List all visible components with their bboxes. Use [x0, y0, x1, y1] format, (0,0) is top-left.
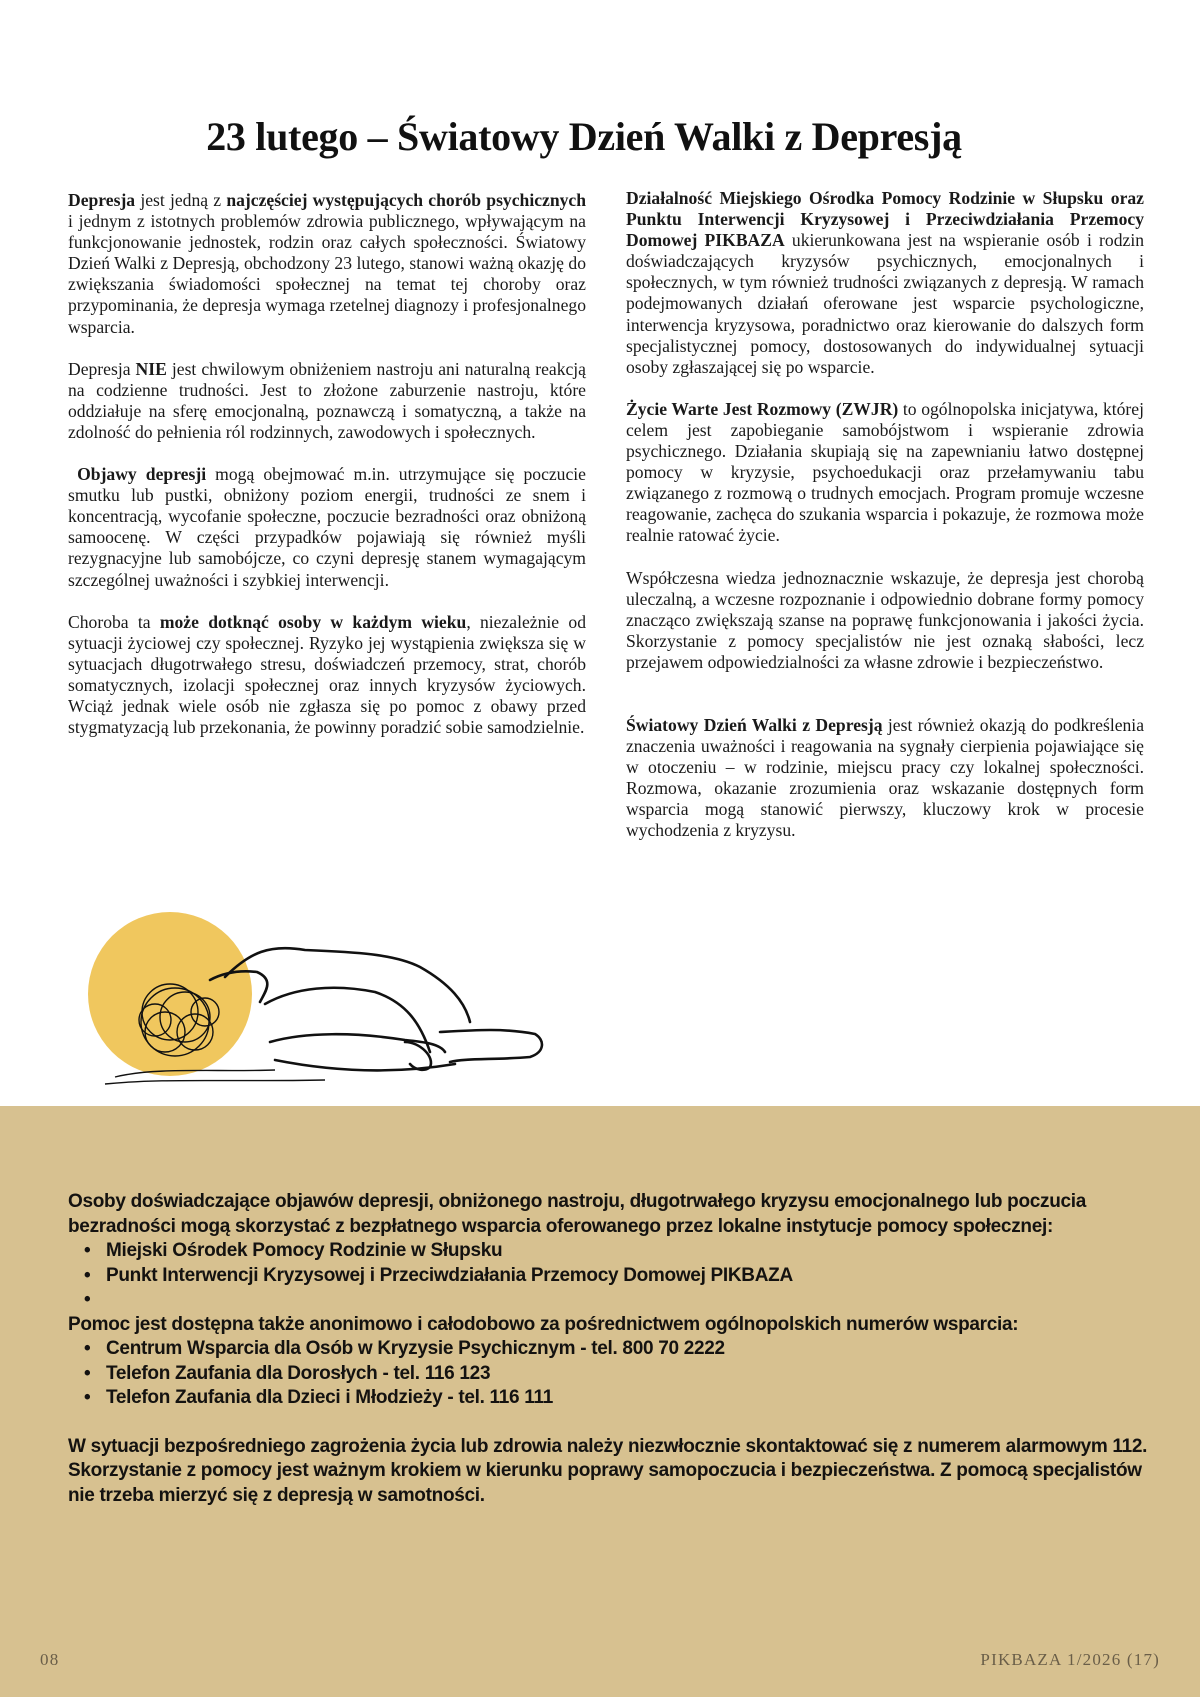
bold-text: może dotknąć osoby w każdym wieku — [159, 611, 467, 632]
paragraph-knowledge — [626, 568, 1144, 673]
text: Współczesna wiedza jednoznacznie wskazuje, że depresja jest chorobą uleczalną, a wczesne rozpoznanie i odpowiednio dobrane formy pomocy znacząco zwiększają szanse na poprawę funkcjonowania i jakości życia. Skorzystanie z pomocy specjalistów nie jest oznaką słabości, lecz przejawem odpowiedzialności za własne zdrowie i bezpieczeństwo. — [626, 567, 1144, 672]
issue-label: PIKBAZA 1/2026 (17) — [980, 1650, 1160, 1669]
paragraph-awareness — [626, 715, 1144, 842]
right-column — [626, 188, 1144, 863]
paragraph-definition — [68, 359, 586, 443]
paragraph-mopr — [626, 188, 1144, 378]
page-number: 08 — [40, 1650, 60, 1669]
paragraph-zwjr — [626, 399, 1144, 547]
list-item: • Miejski Ośrodek Pomocy Rodzinie w Słupsku — [106, 1239, 1148, 1264]
list-item: • Telefon Zaufania dla Dorosłych - tel. 116 123 — [106, 1362, 1148, 1387]
hotlines-list — [68, 1337, 1148, 1411]
left-column — [68, 190, 586, 759]
text: i jednym z istotnych problemów zdrowia publicznego, wpływającym na funkcjonowanie jednostek, rodzin oraz całych społeczności. Światowy Dzień Walki z Depresją, obchodzony 23 lutego, stanowi ważną okazję do zwiększania świadomości społecznej na temat tej choroby oraz przypominania, że depresja wymaga rzetelnej diagnozy i profesjonalnego wsparcia. — [68, 211, 586, 337]
list-item: • Punkt Interwencji Kryzysowej i Przeciwdziałania Przemocy Domowej PIKBAZA — [106, 1264, 1148, 1289]
paragraph-risk — [68, 612, 586, 739]
text: Depresja — [68, 358, 136, 379]
closing-note: Skorzystanie z pomocy jest ważnym krokiem w kierunku poprawy samopoczucia i bezpieczeństwa. Z pomocą specjalistów nie trzeba mierzyć się z depresją w samotności. — [68, 1460, 1142, 1506]
bold-text: Światowy Dzień Walki z Depresją — [626, 714, 883, 735]
bold-text: najczęściej występujących chorób psychicznych — [226, 190, 587, 210]
text: mogą obejmować m.in. utrzymujące się poczucie smutku lub pustki, obniżony poziom energii, trudności ze snem i koncentracją, wycofanie społeczne, poczucie bezradności oraz obniżoną samoocenę. W części przypadków pojawiają się również myśli rezygnacyjne lub samobójcze, co czyni depresję stanem wymagającym szczególnej uważności i szybkiej interwencji. — [68, 464, 586, 590]
list-item: • Centrum Wsparcia dla Osób w Kryzysie Psychicznym - tel. 800 70 2222 — [106, 1337, 1148, 1362]
emergency-note: W sytuacji bezpośredniego zagrożenia życia lub zdrowia należy niezwłocznie skontaktować się z numerem alarmowym 112. — [68, 1435, 1148, 1457]
figure-outline — [210, 948, 542, 1070]
paragraph-intro — [68, 190, 586, 338]
list-item: • Telefon Zaufania dla Dzieci i Młodzieży - tel. 116 111 — [106, 1386, 1148, 1411]
bold-text: NIE — [135, 358, 167, 379]
text: jest również okazją do podkreślenia znaczenia uważności i reagowania na sygnały cierpienia pojawiające się w otoczeniu – w rodzinie, miejscu pracy czy lokalnej społeczności. Rozmowa, okazanie zrozumienia oraz wskazanie dostępnych form wsparcia mogą stanowić pierwszy, kluczowy krok w procesie wychodzenia z kryzysu. — [626, 714, 1145, 841]
text: ukierunkowana jest na wspieranie osób i rodzin doświadczających kryzysów psychicznych, emocjonalnych i społecznych, w tym również trudności związanych z depresją. W ramach podejmowanych działań oferowane jest wsparcie psychologiczne, interwencja kryzysowa, poradnictwo oraz kierowanie do dalszych form specjalistycznej pomocy, dostosowanych do indywidualnej sytuacji osoby zgłaszającej się po wsparcie. — [626, 230, 1144, 377]
text: to ogólnopolska inicjatywa, której celem jest zapobieganie samobójstwom i wspieranie zdrowia psychicznego. Działania skupiają się na zapewnianiu łatwo dostępnej pomocy w kryzysie, psychoedukacji oraz przełamywaniu tabu związanego z rozmową o trudnych emocjach. Program promuje wczesne reagowanie, zachęca do szukania wsparcia i pokazuje, że rozmowa może realnie ratować życie. — [626, 398, 1144, 546]
bold-text: Objawy depresji — [77, 464, 207, 485]
text: jest chwilowym obniżeniem nastroju ani naturalną reakcją na codzienne trudności. Jest to złożone zaburzenie nastroju, które oddziałuje na sferę emocjonalną, poznawczą i somatyczną, a także na zdolność do pełnienia ról rodzinnych, zawodowych i społecznych. — [68, 358, 586, 442]
list-item — [106, 1288, 1148, 1313]
local-institutions-list — [68, 1239, 1148, 1313]
bold-text: Działalność Miejskiego Ośrodka Pomocy Rodzinie w Słupsku oraz Punktu Interwencji Kryzysowej i Przeciwdziałania Przemocy Domowej PIKBAZA — [626, 188, 1144, 251]
national-intro: Pomoc jest dostępna także anonimowo i całodobowo za pośrednictwem ogólnopolskich numerów wsparcia: — [68, 1313, 1019, 1335]
text: , niezależnie od sytuacji życiowej czy społecznej. Ryzyko jej wystąpienia zwiększa się w sytuacjach długotrwałego stresu, doświadczeń przemocy, strat, chorób somatycznych, izolacji społecznej oraz innych kryzysów życiowych. Wciąż jednak wiele osób nie zgłasza się po pomoc z obawy przed stygmatyzacją lub przekonania, że powinny poradzić sobie samodzielnie. — [68, 611, 586, 738]
help-intro: Osoby doświadczające objawów depresji, obniżonego nastroju, długotrwałego kryzysu emocjonalnego lub poczucia bezradności mogą skorzystać z bezpłatnego wsparcia oferowanego przez lokalne instytucje pomocy społecznej: — [68, 1191, 1087, 1237]
text: Choroba ta — [68, 611, 160, 632]
bold-text: Depresja — [68, 190, 136, 210]
bold-text: Życie Warte Jest Rozmowy (ZWJR) — [626, 398, 899, 419]
page-title: 23 lutego – Światowy Dzień Walki z Depresją — [206, 113, 962, 159]
paragraph-symptoms — [68, 464, 586, 591]
person-lying-curled-illustration — [75, 892, 555, 1092]
help-info-box — [68, 1190, 1148, 1508]
text: jest jedną z — [135, 190, 227, 210]
